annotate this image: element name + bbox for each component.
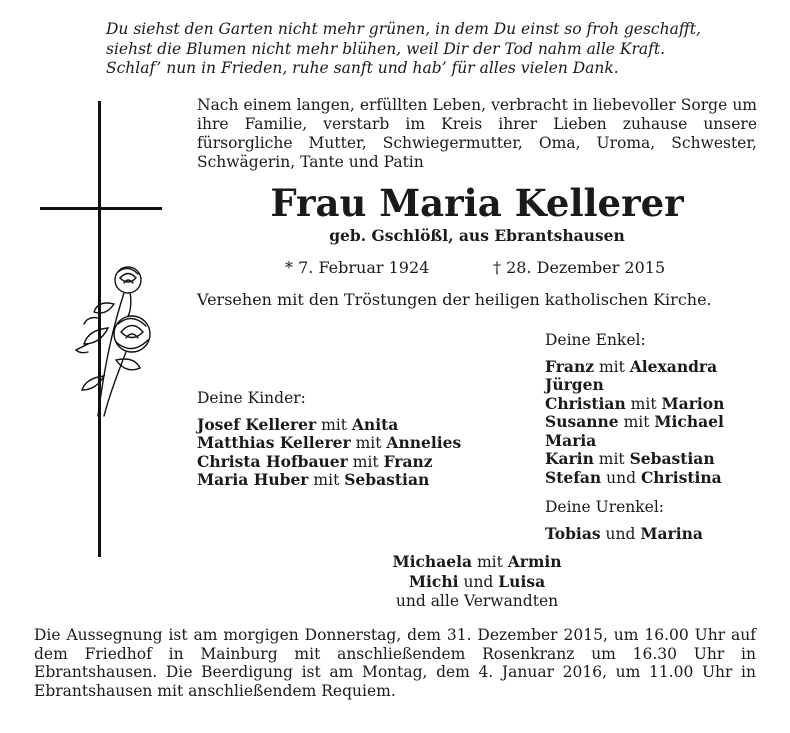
maiden-name: geb. Gschlößl, aus Ebrantshausen (329, 226, 625, 245)
roses-icon (58, 258, 158, 418)
conjunction: mit (316, 415, 352, 434)
death-date: † 28. Dezember 2015 (493, 258, 666, 277)
conjunction: mit (347, 452, 384, 471)
conjunction: und (600, 524, 641, 543)
person-name: Michaela (392, 552, 473, 571)
intro-text: Nach einem langen, erfüllten Leben, verbracht in liebevoller Sorge um ihre Familie, verstarb im Kreis ihrer Lieben zuhause unsere fürsorgliche Mutter, Schwiegermutter, Oma, Uroma, Schwester, Schwägerin, Tante und Patin (197, 96, 757, 171)
person-name: Maria (545, 430, 597, 450)
person-name: Michi (408, 572, 459, 591)
children-list (197, 389, 461, 490)
list-item (545, 469, 724, 488)
poem-line: Du siehst den Garten nicht mehr grünen, in dem Du einst so froh geschafft, (106, 20, 701, 38)
list-item (197, 552, 757, 572)
conjunction: mit (618, 413, 655, 431)
partner-name: Marion (661, 393, 725, 413)
birth-date: * 7. Februar 1924 (285, 258, 430, 277)
partner-name: Michael (654, 412, 724, 431)
list-item (545, 376, 724, 395)
conjunction: mit (594, 357, 630, 376)
partner-name: Annelies (386, 433, 462, 452)
list-item (545, 432, 724, 451)
grandchildren-list (545, 331, 724, 487)
children-heading: Deine Kinder: (197, 389, 306, 407)
person-name: Susanne (545, 412, 619, 431)
person-name: Matthias Kellerer (197, 433, 351, 452)
list-item (545, 450, 724, 469)
funeral-info: Die Aussegnung ist am morgigen Donnerstag, dem 31. Dezember 2015, um 16.00 Uhr auf dem Friedhof in Mainburg mit anschließendem Rosenkranz um 16.30 Uhr in Ebrantshausen. Die Beerdigung ist am Montag, dem 4. Januar 2016, um 11.00 Uhr in Ebrantshausen mit anschließendem Requiem. (34, 626, 756, 700)
conjunction: mit (593, 450, 630, 468)
partner-name: Luisa (498, 572, 546, 591)
partner-name: Marina (640, 523, 703, 543)
cross-bar (40, 207, 162, 210)
poem-line: siehst die Blumen nicht mehr blühen, weil Dir der Tod nahm alle Kraft. (106, 39, 666, 58)
list-item (545, 413, 724, 432)
person-name: Jürgen (545, 375, 604, 394)
conjunction: mit (625, 394, 662, 413)
person-name: Stefan (545, 467, 602, 487)
partner-name: Alexandra (629, 356, 718, 376)
list-item (197, 572, 757, 592)
conjunction: mit (350, 434, 387, 452)
person-name: Franz (545, 356, 595, 376)
person-name: Maria Huber (197, 470, 309, 489)
list-item (545, 525, 703, 544)
list-item (197, 453, 461, 472)
relatives-closing: und alle Verwandten (395, 592, 559, 610)
great-grandchildren-heading: Deine Urenkel: (545, 498, 665, 516)
poem (106, 20, 756, 79)
list-item (545, 395, 724, 414)
person-name: Josef Kellerer (197, 414, 317, 434)
list-item (545, 358, 724, 377)
conjunction: und (458, 573, 499, 591)
person-name: Tobias (545, 523, 601, 543)
partner-name: Armin (507, 552, 562, 571)
conjunction: mit (308, 471, 345, 489)
list-item (197, 416, 461, 435)
conjunction: mit (472, 553, 508, 571)
partner-name: Sebastian (344, 470, 430, 489)
partner-name: Christina (640, 467, 722, 487)
conjunction: und (601, 468, 641, 487)
person-name: Karin (545, 449, 594, 468)
person-name: Christian (545, 393, 626, 413)
sacrament-text: Versehen mit den Tröstungen der heiligen katholischen Kirche. (197, 290, 712, 309)
partner-name: Sebastian (629, 449, 715, 468)
partner-name: Franz (383, 451, 433, 471)
list-item (197, 471, 461, 490)
siblings-list (197, 552, 757, 611)
poem-line: Schlaf’ nun in Frieden, ruhe sanft und hab’ für alles vielen Dank. (106, 59, 619, 77)
list-item (197, 434, 461, 453)
great-grandchildren-list (545, 498, 703, 543)
person-name: Christa Hofbauer (197, 451, 348, 471)
grandchildren-heading: Deine Enkel: (545, 331, 646, 349)
deceased-name: Frau Maria Kellerer (270, 181, 684, 225)
partner-name: Anita (351, 414, 399, 434)
